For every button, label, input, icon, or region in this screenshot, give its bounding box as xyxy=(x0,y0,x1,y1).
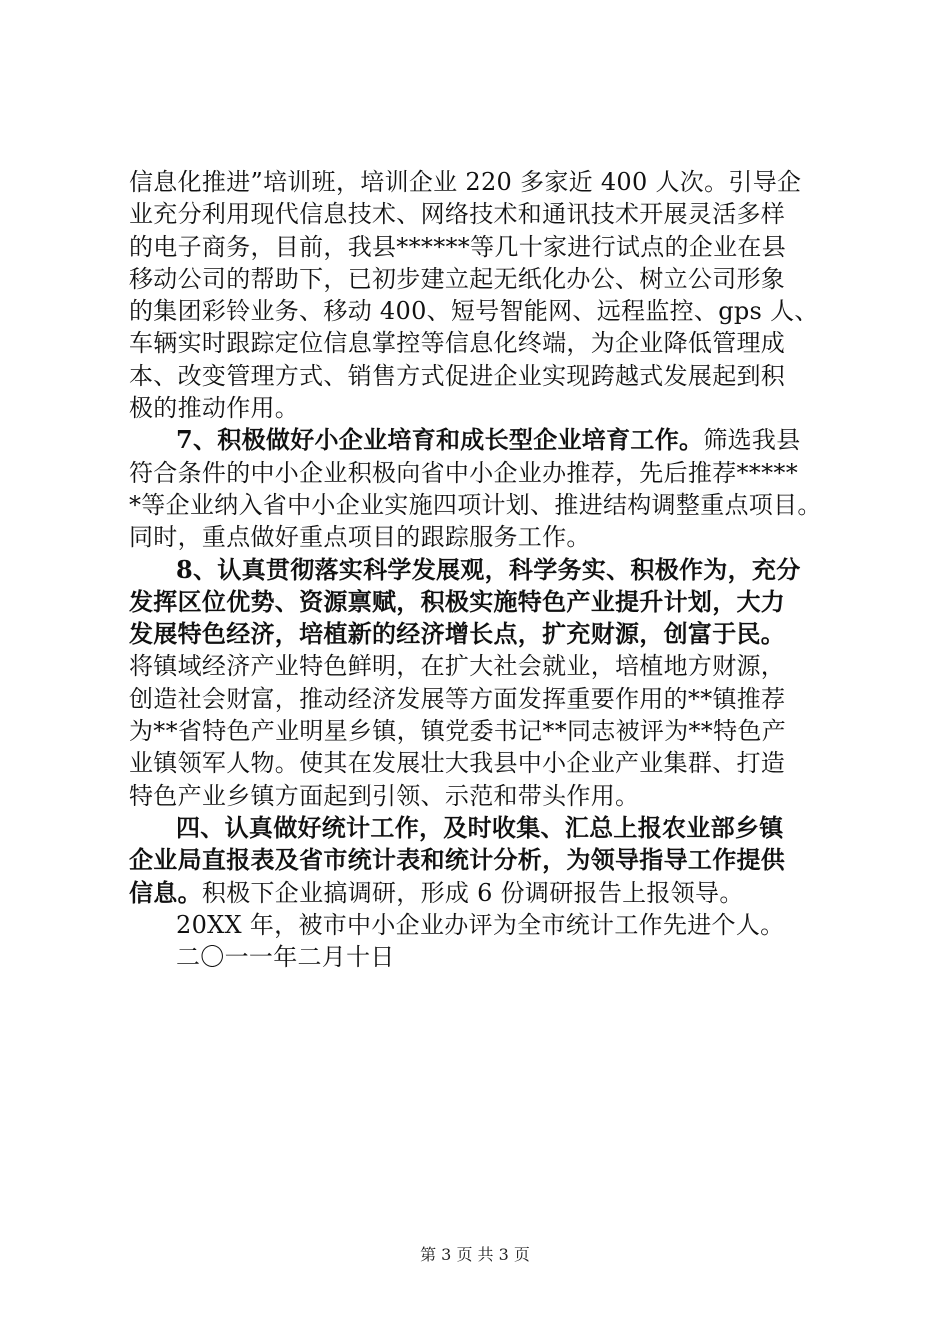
page-number-footer: 第 3 页 共 3 页 xyxy=(420,1245,530,1264)
text-line: 同时，重点做好重点项目的跟踪服务工作。 xyxy=(129,523,591,552)
item-8-heading-line: 发展特色经济，培植新的经济增长点，扩充财源，创富于民。 xyxy=(129,619,786,649)
text-line: 的集团彩铃业务、移动 400、短号智能网、远程监控、gps 人、 xyxy=(129,297,819,326)
section-4-heading-line: 四、认真做好统计工作，及时收集、汇总上报农业部乡镇 xyxy=(176,812,784,842)
paragraph-item-8 xyxy=(129,554,849,812)
text-line: 业充分利用现代信息技术、网络技术和通讯技术开展灵活多样 xyxy=(129,200,786,229)
section-4-heading-end: 信息。 xyxy=(129,877,202,907)
paragraph-section-4 xyxy=(129,812,849,909)
paragraph-item-7 xyxy=(129,424,849,553)
text-line: 的电子商务，目前，我县******等几十家进行试点的企业在县 xyxy=(129,232,786,261)
text-line: 将镇域经济产业特色鲜明，在扩大社会就业，培植地方财源， xyxy=(129,652,786,681)
text-line: 为**省特色产业明星乡镇，镇党委书记**同志被评为**特色产 xyxy=(129,717,786,746)
section-4-heading-line: 企业局直报表及省市统计表和统计分析，为领导指导工作提供 xyxy=(129,845,786,875)
document-body xyxy=(129,166,849,973)
award-statement: 20XX 年，被市中小企业办评为全市统计工作先进个人。 xyxy=(176,910,785,939)
text-line: 业镇领军人物。使其在发展壮大我县中小企业产业集群、打造 xyxy=(129,749,786,778)
text-line: 移动公司的帮助下，已初步建立起无纸化办公、树立公司形象 xyxy=(129,264,786,293)
text-line: 车辆实时跟踪定位信息掌控等信息化终端，为企业降低管理成 xyxy=(129,329,786,358)
text-line: 信息化推进”培训班，培训企业 220 多家近 400 人次。引导企 xyxy=(129,168,802,196)
text-line: 特色产业乡镇方面起到引领、示范和带头作用。 xyxy=(129,781,640,810)
text-line: *等企业纳入省中小企业实施四项计划、推进结构调整重点项目。 xyxy=(129,490,822,519)
document-date: 二〇一一年二月十日 xyxy=(176,943,395,972)
text-line xyxy=(129,877,849,909)
paragraph-informatization xyxy=(129,166,849,424)
text-line: 极的推动作用。 xyxy=(129,394,300,423)
text-line: 符合条件的中小企业积极向省中小企业办推荐，先后推荐***** xyxy=(129,458,798,487)
text-line xyxy=(129,424,849,456)
section-4-text: 积极下企业搞调研，形成 6 份调研报告上报领导。 xyxy=(201,878,744,907)
text-line: 本、改变管理方式、销售方式促进企业实现跨越式发展起到积 xyxy=(129,361,786,390)
item-7-heading: 7、积极做好小企业培育和成长型企业培育工作。 xyxy=(176,425,704,455)
text-line: 创造社会财富，推动经济发展等方面发挥重要作用的**镇推荐 xyxy=(129,684,786,713)
item-7-text: 筛选我县 xyxy=(703,426,801,455)
item-8-heading-line: 发挥区位优势、资源禀赋，积极实施特色产业提升计划，大力 xyxy=(129,586,786,616)
item-8-heading-line: 8、认真贯彻落实科学发展观，科学务实、积极作为，充分 xyxy=(176,554,801,584)
